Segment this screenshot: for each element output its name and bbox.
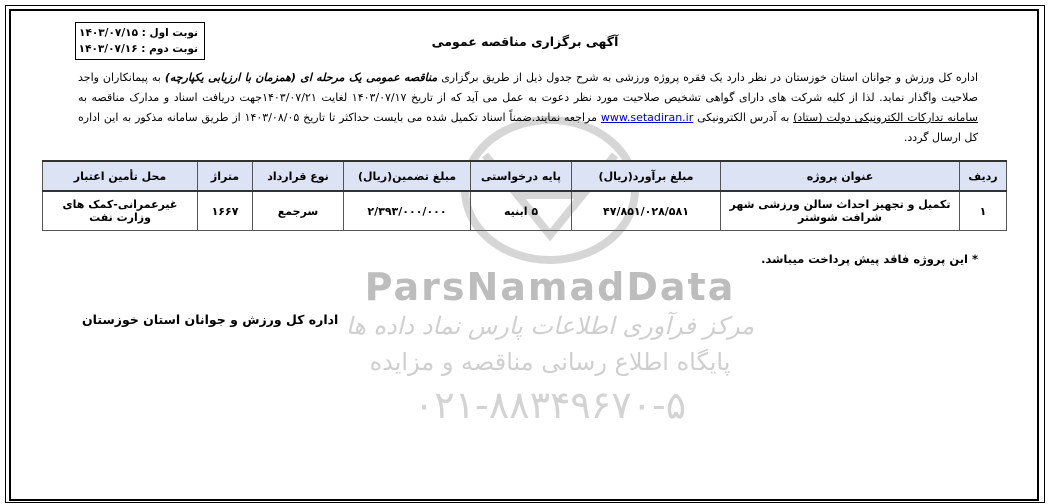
first-publication-date: ۱۴۰۳/۰۷/۱۵: [79, 27, 138, 39]
col-guarantee: مبلغ تضمین(ریال): [344, 161, 471, 191]
notice-title: آگهی برگزاری مناقصه عمومی: [431, 34, 619, 49]
body-part-2: به پیمانکاران واجد صلاحیت واگذار نماید. لذا از کلیه شرکت های دارای گواهی تشخیص صلاحیت مورد نظر دعوت به عمل می آید که از تاریخ ۱۴۰۳/۰۷/۱۷ لغایت ۱۴۰۳/۰۷/۲۱جهت دریافت اسناد و مدارک مناقصه به: [78, 71, 978, 104]
tender-type: مناقصه عمومی یک مرحله ای (همزمان با ارزیابی یکپارچه): [164, 71, 438, 84]
watermark-line1: مرکز فرآوری اطلاعات پارس نماد داده ها: [345, 312, 755, 340]
cell-funding-source: غیرعمرانی-کمک های وزارت نفت: [43, 191, 198, 231]
first-publication-label: نوبت اول :: [141, 27, 198, 39]
col-row-number: ردیف: [960, 161, 1007, 191]
watermark-brand: ParsNamadData: [364, 265, 736, 309]
setad-link[interactable]: www.setadiran.ir: [600, 111, 694, 124]
table-row: [43, 191, 1007, 231]
cell-guarantee: ۲/۳۹۳/۰۰۰/۰۰۰: [344, 191, 471, 231]
col-project-title: عنوان پروژه: [721, 161, 960, 191]
cell-project-title: تکمیل و تجهیز احداث سالن ورزشی شهر شرافت شوشتر: [721, 191, 960, 231]
table-header-row: [43, 161, 1007, 191]
organization-signature: اداره کل ورزش و جوانان استان خوزستان: [82, 312, 339, 327]
col-contract-type: نوع قرارداد: [253, 161, 344, 191]
watermark-line2: پایگاه اطلاع رسانی مناقصه و مزایده: [369, 348, 731, 376]
prepayment-note: * این پروژه فاقد پیش پرداخت میباشد.: [761, 252, 978, 266]
cell-estimate: ۴۷/۸۵۱/۰۲۸/۵۸۱: [572, 191, 721, 231]
cell-grade: ۵ ابنیه: [471, 191, 572, 231]
cell-row-number: ۱: [960, 191, 1007, 231]
setad-system-name: سامانه تدارکات الکترونیکی دولت (ستاد): [793, 111, 978, 124]
notice-body: [78, 68, 978, 148]
cell-contract-type: سرجمع: [253, 191, 344, 231]
tender-table: [42, 160, 1007, 231]
body-part-1: اداره کل ورزش و جوانان استان خوزستان در نظر دارد یک فقره پروژه ورزشی به شرح جدول ذیل از طریق برگزاری: [437, 71, 979, 84]
col-funding-source: محل تأمین اعتبار: [43, 161, 198, 191]
body-part-3: به آدرس الکترونیکی: [693, 111, 794, 124]
col-area: متراژ: [198, 161, 253, 191]
body-part-4: مراجعه نمایند.ضمناً اسناد تکمیل شده می بایست حداکثر تا تاریخ ۱۴۰۳/۰۸/۰۵ از طریق سامانه مذکور به این اداره کل ارسال گردد.: [78, 111, 978, 144]
col-grade: پایه درخواستی: [471, 161, 572, 191]
cell-area: ۱۶۶۷: [198, 191, 253, 231]
watermark-phone: ۰۲۱-۸۸۳۴۹۶۷۰-۵: [413, 383, 687, 427]
second-publication-date: ۱۴۰۳/۰۷/۱۶: [78, 43, 138, 55]
col-estimate: مبلغ برآورد(ریال): [572, 161, 721, 191]
second-publication-label: نوبت دوم :: [141, 43, 198, 55]
